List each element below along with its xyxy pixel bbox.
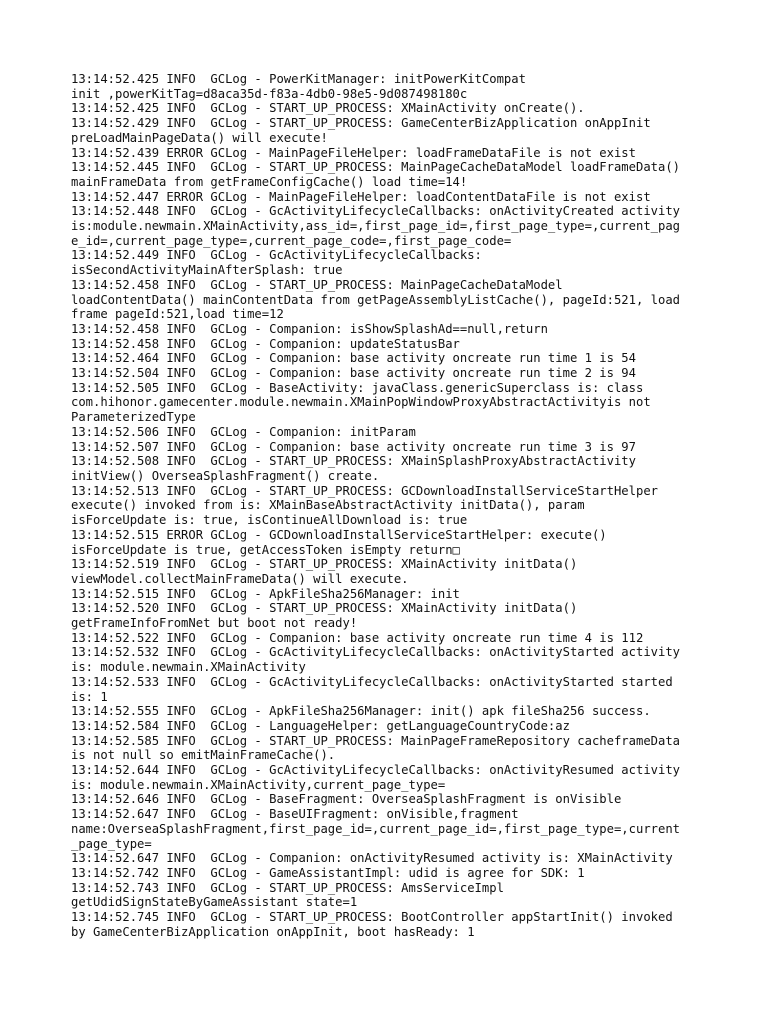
log-line: 13:14:52.742 INFO GCLog - GameAssistantImpl: udid is agree for SDK: 1 <box>71 865 585 880</box>
log-line: 13:14:52.505 INFO GCLog - BaseActivity: javaClass.genericSuperclass is: class <box>71 380 644 395</box>
log-line: 13:14:52.519 INFO GCLog - START_UP_PROCESS: XMainActivity initData() <box>71 557 578 572</box>
log-line: 13:14:52.425 INFO GCLog - START_UP_PROCESS: XMainActivity onCreate(). <box>71 101 585 116</box>
log-line: init ,powerKitTag=d8aca35d-f83a-4db0-98e5-9d087498180c <box>71 86 468 101</box>
log-line: 13:14:52.585 INFO GCLog - START_UP_PROCESS: MainPageFrameRepository cacheframeData <box>71 733 681 748</box>
log-line: 13:14:52.584 INFO GCLog - LanguageHelper: getLanguageCountryCode:az <box>71 718 570 733</box>
log-line: mainFrameData from getFrameConfigCache() load time=14! <box>71 174 468 189</box>
log-line: is: module.newmain.XMainActivity <box>71 660 306 675</box>
log-line: getUdidSignStateByGameAssistant state=1 <box>71 895 358 910</box>
log-line: com.hihonor.gamecenter.module.newmain.XMainPopWindowProxyAbstractActivityis not <box>71 395 651 410</box>
log-line: 13:14:52.425 INFO GCLog - PowerKitManager: initPowerKitCompat <box>71 72 526 86</box>
log-line: is: 1 <box>71 689 108 704</box>
log-line: 13:14:52.644 INFO GCLog - GcActivityLifecycleCallbacks: onActivityResumed activity <box>71 763 681 778</box>
log-line: is:module.newmain.XMainActivity,ass_id=,first_page_id=,first_page_type=,current_pag <box>71 219 681 234</box>
log-line: name:OverseaSplashFragment,first_page_id=,current_page_id=,first_page_type=,current <box>71 821 681 836</box>
log-line: 13:14:52.743 INFO GCLog - START_UP_PROCESS: AmsServiceImpl <box>71 880 504 895</box>
log-line: viewModel.collectMainFrameData() will execute. <box>71 571 409 586</box>
log-line: 13:14:52.458 INFO GCLog - Companion: updateStatusBar <box>71 336 460 351</box>
log-line: 13:14:52.520 INFO GCLog - START_UP_PROCESS: XMainActivity initData() <box>71 601 578 616</box>
log-line: 13:14:52.458 INFO GCLog - START_UP_PROCESS: MainPageCacheDataModel <box>71 277 563 292</box>
log-line: 13:14:52.515 ERROR GCLog - GCDownloadInstallServiceStartHelper: execute() <box>71 527 607 542</box>
log-line: 13:14:52.533 INFO GCLog - GcActivityLifecycleCallbacks: onActivityStarted started <box>71 674 673 689</box>
log-line: 13:14:52.745 INFO GCLog - START_UP_PROCESS: BootController appStartInit() invoked <box>71 910 673 925</box>
log-line: 13:14:52.458 INFO GCLog - Companion: isShowSplashAd==null,return <box>71 321 548 336</box>
log-line: 13:14:52.646 INFO GCLog - BaseFragment: OverseaSplashFragment is onVisible <box>71 792 622 807</box>
log-line: preLoadMainPageData() will execute! <box>71 130 328 145</box>
log-line: 13:14:52.515 INFO GCLog - ApkFileSha256Manager: init <box>71 586 460 601</box>
log-line: 13:14:52.647 INFO GCLog - Companion: onActivityResumed activity is: XMainActivity <box>71 851 673 866</box>
log-line: by GameCenterBizApplication onAppInit, boot hasReady: 1 <box>71 924 475 939</box>
log-line: is: module.newmain.XMainActivity,current_page_type= <box>71 777 446 792</box>
log-line: e_id=,current_page_type=,current_page_code=,first_page_code= <box>71 233 512 248</box>
log-line: isForceUpdate is true, getAccessToken isEmpty return□ <box>71 542 460 557</box>
log-line: ParameterizedType <box>71 410 196 425</box>
log-line: frame pageId:521,load time=12 <box>71 307 284 322</box>
log-line: 13:14:52.448 INFO GCLog - GcActivityLifecycleCallbacks: onActivityCreated activity <box>71 204 681 219</box>
log-line: _page_type= <box>71 836 152 851</box>
log-line: 13:14:52.555 INFO GCLog - ApkFileSha256Manager: init() apk fileSha256 success. <box>71 704 651 719</box>
log-line: 13:14:52.504 INFO GCLog - Companion: base activity oncreate run time 2 is 94 <box>71 366 636 381</box>
log-line: isForceUpdate is: true, isContinueAllDownload is: true <box>71 513 468 528</box>
log-line: 13:14:52.647 INFO GCLog - BaseUIFragment: onVisible,fragment <box>71 807 519 822</box>
log-line: 13:14:52.464 INFO GCLog - Companion: base activity oncreate run time 1 is 54 <box>71 351 636 366</box>
log-line: 13:14:52.506 INFO GCLog - Companion: initParam <box>71 424 416 439</box>
log-document <box>71 72 701 939</box>
log-line: 13:14:52.447 ERROR GCLog - MainPageFileHelper: loadContentDataFile is not exist <box>71 189 651 204</box>
log-line: 13:14:52.508 INFO GCLog - START_UP_PROCESS: XMainSplashProxyAbstractActivity <box>71 454 636 469</box>
log-line: is not null so emitMainFrameCache(). <box>71 748 336 763</box>
log-line: initView() OverseaSplashFragment() create. <box>71 468 380 483</box>
log-line: 13:14:52.513 INFO GCLog - START_UP_PROCESS: GCDownloadInstallServiceStartHelper <box>71 483 658 498</box>
log-line: getFrameInfoFromNet but boot not ready! <box>71 616 358 631</box>
log-line: 13:14:52.532 INFO GCLog - GcActivityLifecycleCallbacks: onActivityStarted activity <box>71 645 681 660</box>
log-line: 13:14:52.522 INFO GCLog - Companion: base activity oncreate run time 4 is 112 <box>71 630 644 645</box>
log-line: execute() invoked from is: XMainBaseAbstractActivity initData(), param <box>71 498 585 513</box>
log-line: 13:14:52.507 INFO GCLog - Companion: base activity oncreate run time 3 is 97 <box>71 439 636 454</box>
log-line: loadContentData() mainContentData from getPageAssemblyListCache(), pageId:521, load <box>71 292 681 307</box>
log-line: isSecondActivityMainAfterSplash: true <box>71 263 343 278</box>
log-line: 13:14:52.449 INFO GCLog - GcActivityLifecycleCallbacks: <box>71 248 482 263</box>
log-line: 13:14:52.439 ERROR GCLog - MainPageFileHelper: loadFrameDataFile is not exist <box>71 145 636 160</box>
log-line: 13:14:52.429 INFO GCLog - START_UP_PROCESS: GameCenterBizApplication onAppInit <box>71 116 651 131</box>
log-line: 13:14:52.445 INFO GCLog - START_UP_PROCESS: MainPageCacheDataModel loadFrameData() <box>71 160 681 175</box>
